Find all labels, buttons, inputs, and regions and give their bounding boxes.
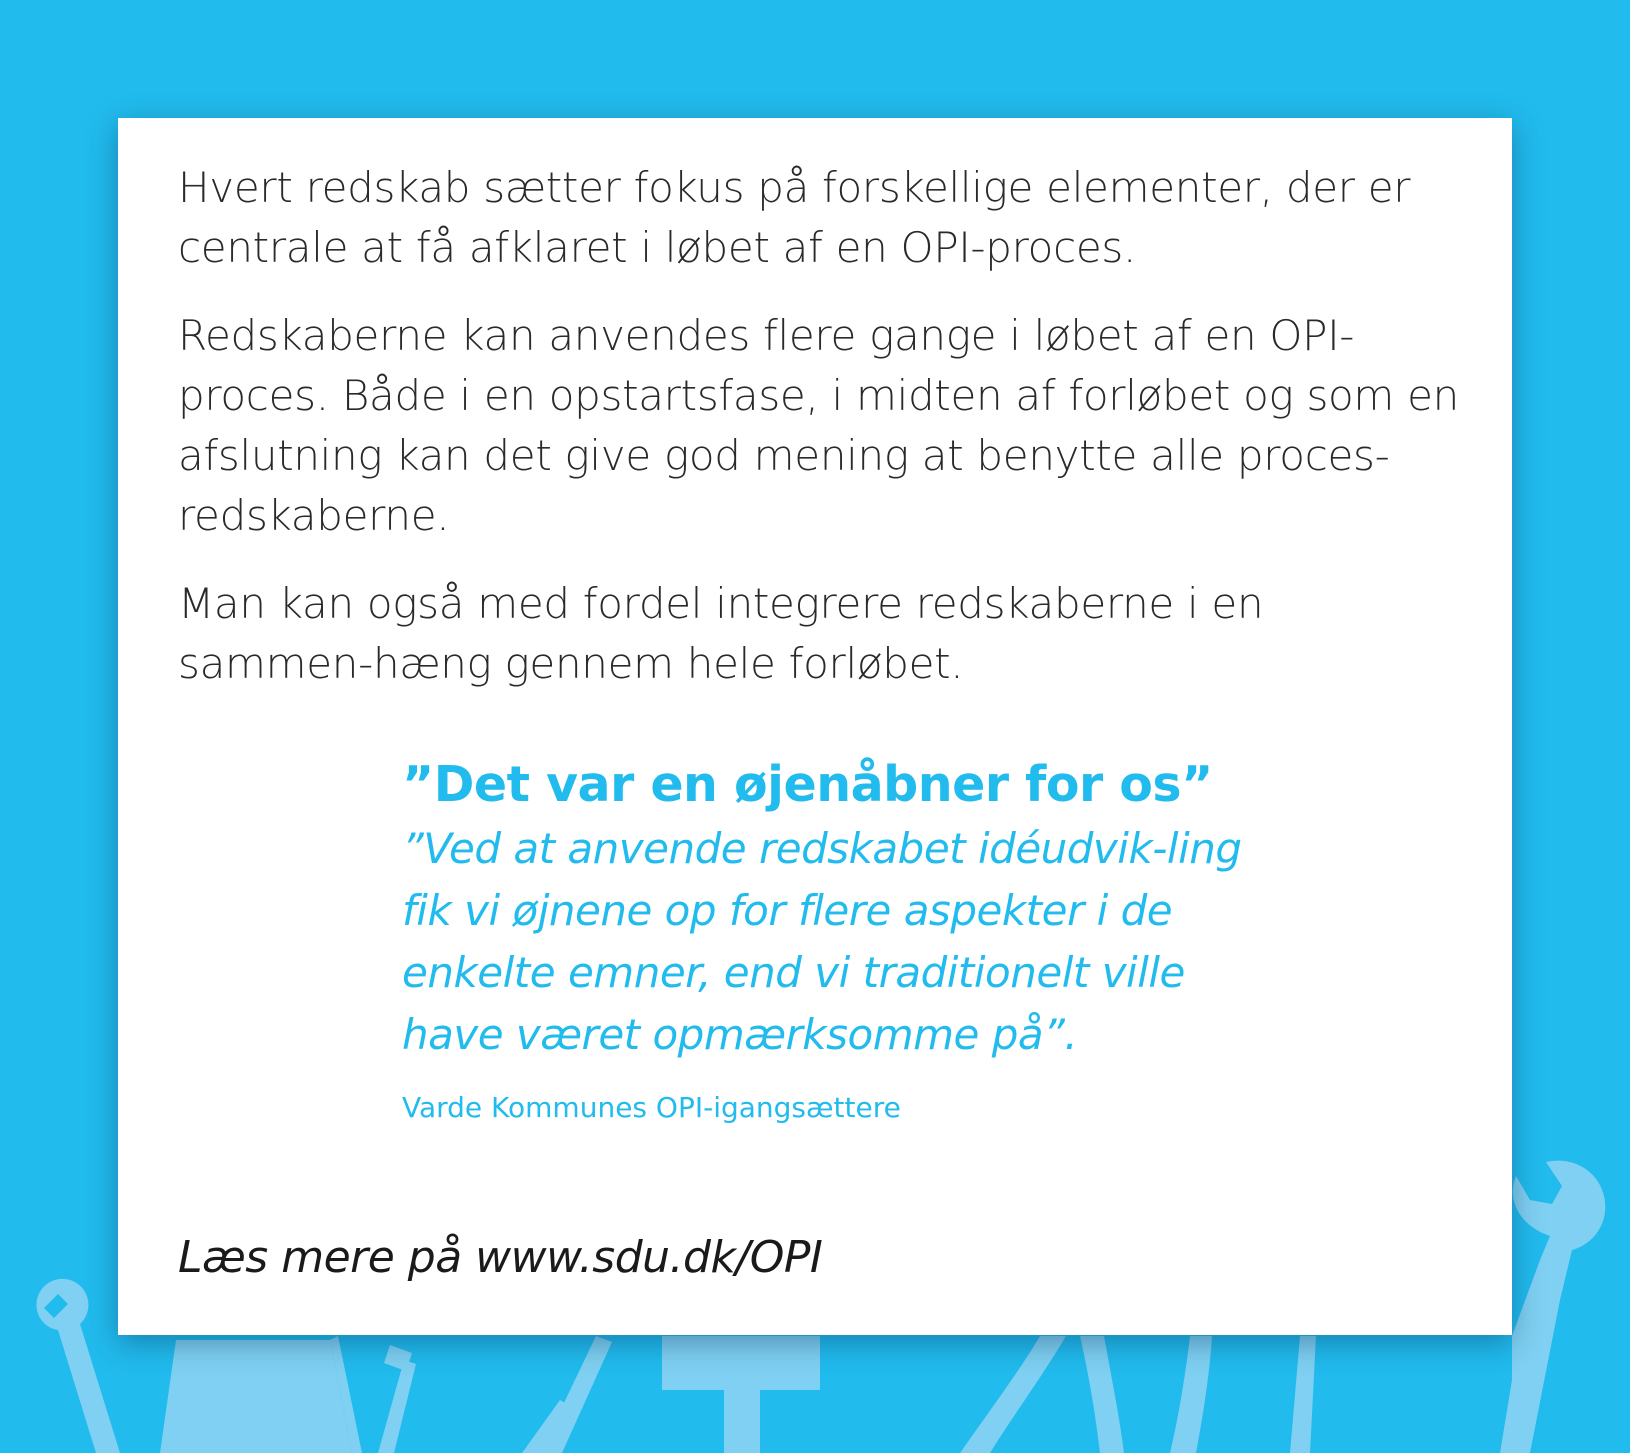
quote-title: ”Det var en øjenåbner for os” <box>402 756 1213 813</box>
content-card <box>118 118 1512 1335</box>
read-more-link[interactable]: Læs mere på www.sdu.dk/OPI <box>178 1232 823 1283</box>
usage-paragraph: Redskaberne kan anvendes flere gange i løbet af en OPI-proces. Både i en opstartsfase, i midten af forløbet og som en afslutning kan det give god mening at benytte alle proces-redskaberne. <box>178 311 1459 540</box>
pliers-icon <box>960 1336 1212 1453</box>
hammer-icon <box>662 1336 820 1453</box>
quote-text: ”Ved at anvende redskabet idéudvik-ling fik vi øjnene op for flere aspekter i de enkelte emner, end vi traditionelt ville have været opmærksomme på”. <box>402 824 1242 1059</box>
intro-paragraph: Hvert redskab sætter fokus på forskellige elementer, der er centrale at få afklaret i løbet af en OPI-proces. <box>178 163 1411 272</box>
body-text <box>178 158 1468 722</box>
wrench-icon <box>1500 1161 1605 1453</box>
integration-paragraph: Man kan også med fordel integrere redskaberne i en sammen-hæng gennem hele forløbet. <box>178 579 1264 688</box>
screwdriver-icon <box>378 1345 416 1453</box>
wrench-icon <box>36 1279 120 1453</box>
screwdriver-icon <box>522 1336 612 1453</box>
screwdriver-icon <box>1290 1336 1316 1453</box>
saw-icon <box>160 1336 362 1453</box>
testimonial-quote <box>402 752 1272 1128</box>
quote-source: Varde Kommunes OPI-igangsættere <box>402 1091 901 1124</box>
